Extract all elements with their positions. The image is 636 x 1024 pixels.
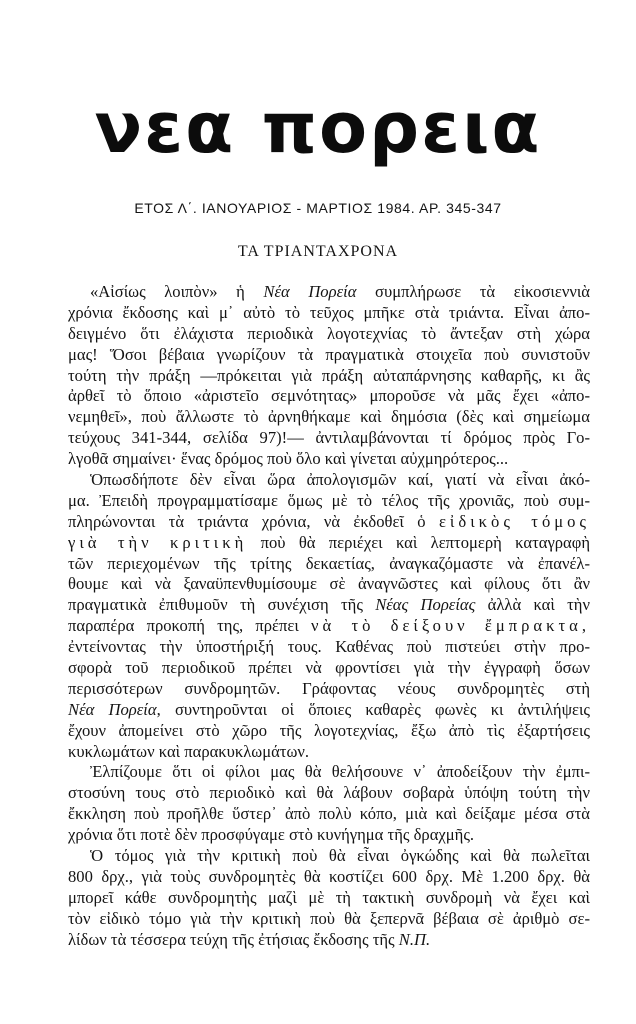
text-segment: δειγμένο ὅτι ἐλάχιστα περιοδικὰ λογοτεχνίας τὸ ἄντεξαν στὴ χώρα	[68, 323, 590, 343]
text-line	[68, 554, 590, 575]
text-segment: μα. Ἐπειδὴ προγραμματίσαμε ὅμως μὲ τὸ τέλος τῆς χρονιᾶς, ποὺ συμ-	[68, 490, 590, 510]
text-line	[68, 407, 590, 428]
text-segment: στοσύνη τους στὸ περιοδικὸ καὶ θὰ λάβουν σοβαρὰ ὑπόψη τούτη τὴν	[68, 783, 590, 803]
text-line	[68, 366, 590, 387]
article-title: ΤΑ ΤΡΙΑΝΤΑΧΡΟΝΑ	[237, 243, 399, 260]
text-line	[68, 909, 590, 930]
text-segment: τούτη τὴν πράξη —πρόκειται γιὰ πράξη αὐταπάρνησης καθαρῆς, κι ἂς	[68, 365, 590, 385]
text-line	[68, 825, 590, 846]
text-segment: πραγματικὰ ἐπιθυμοῦν τὴ συνέχιση τῆς	[68, 595, 376, 615]
text-line	[68, 762, 590, 783]
text-segment: 800 δρχ., γιὰ τοὺς συνδρομητὲς θὰ κοστίζει 600 δρχ. Μὲ 1.200 δρχ. θὰ	[68, 866, 590, 886]
text-line	[68, 282, 590, 303]
italic-text: Νέα Πορεία	[68, 699, 157, 719]
text-segment: περισσότερων συνδρομητῶν. Γράφοντας νέους συνδρομητὲς στὴ	[68, 678, 590, 698]
text-line	[68, 595, 590, 616]
text-line	[68, 783, 590, 804]
text-line	[68, 637, 590, 658]
text-line	[68, 742, 590, 763]
text-segment: τὸν εἰδικὸ τόμο γιὰ τὴν κριτικὴ ποὺ θὰ ξεπερνᾶ βέβαια σὲ ἀριθμὸ σε-	[68, 908, 590, 928]
text-line	[68, 470, 590, 491]
text-segment: κυκλωμάτων καὶ παρακυκλωμάτων.	[68, 741, 310, 761]
article-body	[68, 282, 590, 951]
text-segment: «Αἰσίως λοιπὸν» ἡ	[90, 282, 264, 301]
text-line	[68, 491, 590, 512]
text-segment: λγοθᾶ σημαίνει· ἕνας δρόμος ποὺ ὅλο καὶ γίνεται αὐχμηρότερος...	[68, 449, 509, 469]
text-line	[68, 345, 590, 366]
text-segment: Ἐλπίζουμε ὅτι οἱ φίλοι μας θὰ θελήσουνε ν᾿ ἀποδείξουν τὴν ἐμπι-	[90, 762, 590, 782]
spaced-text: γιὰ τὴν κριτικὴ	[68, 532, 248, 552]
text-segment: ἔχουν ἀπομείνει στὸ χῶρο τῆς λογοτεχνίας, ἔξω ἀπὸ τὶς ἐξαρτήσεις	[68, 720, 590, 740]
text-segment: ἀλλὰ καὶ τὴν	[475, 595, 590, 615]
text-segment: χρόνια ἔκδοσης καὶ μ᾿ αὐτὸ τὸ τεῦχος μπῆκε στὰ τριάντα. Εἶναι ἀπο-	[68, 302, 590, 322]
text-line	[68, 428, 590, 449]
text-line	[68, 533, 590, 554]
text-line	[68, 721, 590, 742]
italic-text: Νέας Πορείας	[375, 595, 476, 615]
text-segment: νεμηθεῖ», ποὺ ἄλλωστε τὸ ἀρνηθήκαμε καὶ δημόσια (δὲς καὶ σημείωμα	[68, 407, 590, 427]
text-segment: μπορεῖ κάθε συνδρομητὴς μαζὶ μὲ τὴ τακτικὴ συνδρομὴ νὰ ἔχει καὶ	[68, 887, 590, 907]
text-segment: ἀρθεῖ τὸ ὅποιο «ἀριστεῖο σεμνότητας» μποροῦσε νὰ μᾶς ἔχει «ἀπο-	[68, 386, 590, 406]
italic-text: Νέα Πορεία	[263, 282, 357, 301]
text-segment: τεύχους 341-344, σελίδα 97)!— ἀντιλαμβάνονται τί δρόμος πρὸς Γο-	[68, 428, 590, 448]
text-line	[68, 804, 590, 825]
text-segment: Ὁπωσδήποτε δὲν εἶναι ὥρα ἀπολογισμῶν καί, γιατί νὰ εἶναι ἀκό-	[90, 470, 590, 490]
text-segment: λίδων τὰ τέσσερα τεύχη τῆς ἐτήσιας ἔκδοσης τῆς	[68, 929, 399, 949]
text-segment: χρόνια ὅτι ποτὲ δὲν προσφύγαμε στὸ κυνήγημα τῆς δραχμῆς.	[68, 825, 475, 845]
text-segment: ἐντείνοντας τὴν ὑποστήριξή τους. Καθένας ποὺ πιστεύει στὴν προ-	[68, 637, 590, 657]
text-line	[68, 449, 590, 470]
text-line	[68, 616, 590, 637]
text-line	[68, 679, 590, 700]
text-line	[68, 303, 590, 324]
text-line	[68, 324, 590, 345]
text-segment: μας! Ὅσοι βέβαια γνωρίζουν τὰ πραγματικὰ στοιχεῖα ποὺ συνιστοῦν	[68, 344, 590, 364]
spaced-text: νὰ τὸ δείξουν ἔμπρακτα,	[311, 616, 590, 636]
text-line	[68, 867, 590, 888]
text-segment: , συντηροῦνται οἱ ὅποιες καθαρὲς φωνὲς κι ἀντιλήψεις	[156, 699, 591, 719]
italic-text: Ν.Π.	[398, 929, 431, 949]
text-segment: ποὺ θὰ περιέχει καὶ λεπτομερὴ καταγραφὴ	[247, 532, 591, 552]
text-segment: τῶν περιεχομένων τῆς τρίτης δεκαετίας, ἀναγκαζόμαστε νὰ ἐπανέλ-	[68, 553, 590, 573]
text-line	[68, 930, 590, 951]
spaced-text: εἰδικὸς τόμος	[438, 511, 591, 531]
text-segment: σφορὰ τοῦ περιοδικοῦ πρέπει νὰ φροντίσει γιὰ τὴν ἐγγραφὴ ὅσων	[68, 658, 590, 678]
text-segment: συμπλήρωσε τὰ εἰκοσιεννιὰ	[356, 282, 590, 301]
text-line	[68, 700, 590, 721]
text-line	[68, 888, 590, 909]
text-line	[68, 846, 590, 867]
text-line	[68, 574, 590, 595]
journal-masthead: νεα πορεια	[94, 87, 542, 169]
text-line	[68, 512, 590, 533]
text-line	[68, 658, 590, 679]
text-segment: θουμε καὶ νὰ ξαναϋπενθυμίσουμε σὲ ἀναγνῶστες καὶ φίλους ὅτι ἂν	[68, 574, 590, 594]
issue-info: ΕΤΟΣ Λ΄. ΙΑΝΟΥΑΡΙΟΣ - ΜΑΡΤΙΟΣ 1984. ΑΡ. 345-347	[134, 200, 502, 216]
text-segment: πληρώνονται τὰ τριάντα χρόνια, νὰ ἐκδοθεῖ ὁ	[68, 511, 439, 531]
text-segment: ἔκκληση ποὺ προῆλθε ὕστερ᾿ ἀπὸ πολὺ κόπο, μιὰ καὶ δείξαμε μέσα στὰ	[68, 804, 590, 824]
text-segment: παραπέρα προκοπή της, πρέπει	[68, 616, 312, 636]
text-line	[68, 386, 590, 407]
text-segment: Ὁ τόμος γιὰ τὴν κριτικὴ ποὺ θὰ εἶναι ὀγκώδης καὶ θὰ πωλεῖται	[90, 846, 590, 866]
